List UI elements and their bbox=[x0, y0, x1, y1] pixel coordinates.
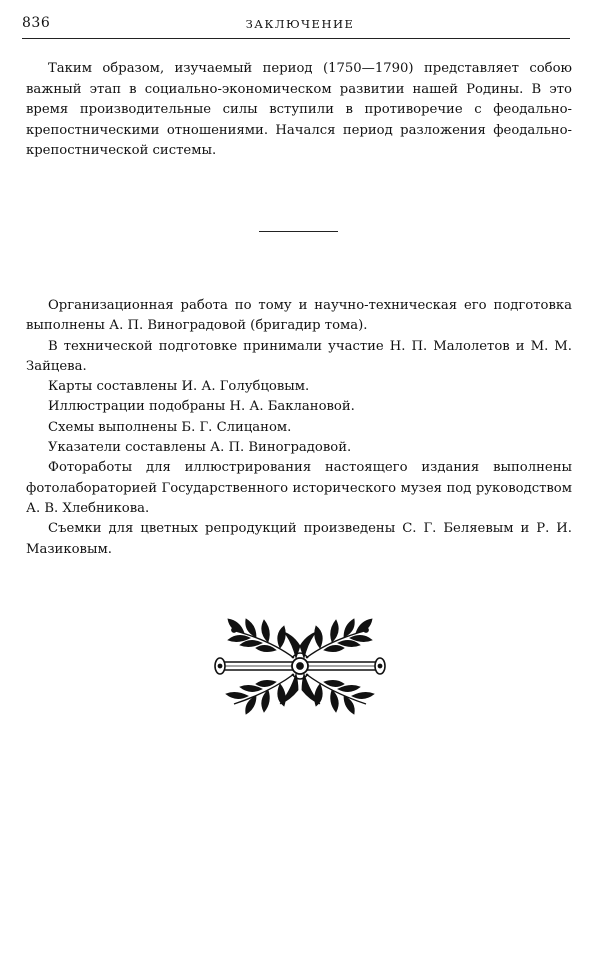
credit-line: Съемки для цветных репродукций произведены С. Г. Беляевым и Р. И. Мазиковым. bbox=[26, 521, 572, 557]
page-number: 836 bbox=[22, 15, 51, 31]
credit-line: В технической подготовке принимали участие Н. П. Малолетов и М. М. Зайцева. bbox=[26, 338, 572, 374]
credit-line: Организационная работа по тому и научно-техническая его подготовка выполнены А. П. Виноградовой (бригадир тома). bbox=[26, 298, 572, 334]
running-title: ЗАКЛЮЧЕНИЕ bbox=[245, 17, 355, 31]
credit-line: Схемы выполнены Б. Г. Слицаном. bbox=[48, 419, 292, 435]
credit-line: Карты составлены И. А. Голубцовым. bbox=[48, 379, 310, 395]
section-separator bbox=[259, 231, 338, 232]
laurel-ornament-icon bbox=[210, 612, 390, 722]
header-rule bbox=[22, 38, 570, 39]
credit-line: Иллюстрации подобраны Н. А. Баклановой. bbox=[48, 399, 355, 415]
conclusion-paragraph: Таким образом, изучаемый период (1750—1790) представляет собою важный этап в социально-экономическом развитии нашей Родины. В это время производительные силы вступили в противоречие с феодально-крепостническими отношениями. Начался период разложения феодально-крепостнической системы. bbox=[26, 61, 572, 158]
credit-line: Указатели составлены А. П. Виноградовой. bbox=[48, 440, 352, 456]
credits-block bbox=[26, 296, 572, 560]
credit-line: Фоторaботы для иллюстрирования настоящего издания выполнены фотолабораторией Государственного исторического музея под руководством А. В. Хлебникова. bbox=[26, 460, 572, 516]
